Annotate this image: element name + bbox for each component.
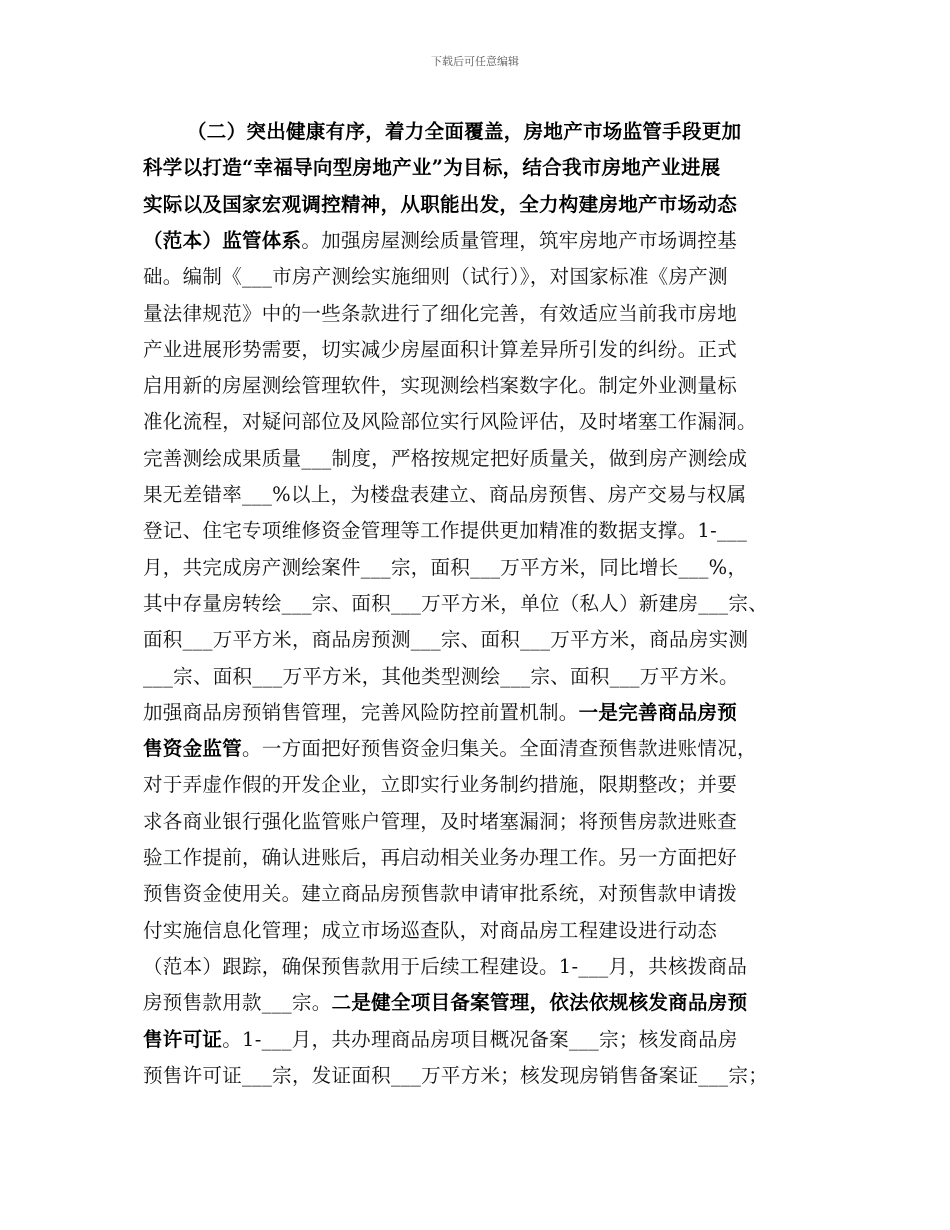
text-segment: 启用新的房屋测绘管理软件，实现测绘档案数字化。制定外业测量标 <box>143 374 738 398</box>
text-line <box>143 334 737 362</box>
text-segment: 础。编制《___市房产测绘实施细则（试行）》，对国家标准《房产测 <box>143 265 728 289</box>
text-segment: 预售资金使用关。建立商品房预售款申请审批系统，对预售款申请拨 <box>143 882 738 906</box>
text-segment: （范本）跟踪，确保预售款用于后续工程建设。1-___月，共核拨商品 <box>143 954 748 978</box>
text-line <box>143 588 768 616</box>
bold-text-segment: 二是健全项目备案管理，依法依规核发商品房预 <box>331 991 748 1015</box>
text-line <box>187 116 741 144</box>
text-segment: 。一方面把好预售资金归集关。全面清查预售款进账情况， <box>242 737 757 761</box>
text-line <box>143 661 739 689</box>
text-line <box>143 225 737 253</box>
text-line <box>143 443 747 471</box>
text-line <box>143 769 737 797</box>
text-line <box>143 479 746 507</box>
text-segment: 面积___万平方米，商品房预测___宗、面积___万平方米，商品房实测 <box>143 628 749 652</box>
text-line <box>143 987 747 1015</box>
text-segment: 产业进展形势需要，切实减少房屋面积计算差异所引发的纠纷。正式 <box>143 337 738 361</box>
text-line <box>143 733 757 761</box>
text-line <box>143 915 717 943</box>
text-line <box>143 189 737 217</box>
text-segment: ___宗、面积___万平方米，其他类型测绘___宗、面积___万平方米。 <box>143 664 739 688</box>
text-segment: 验工作提前，确认进账后，再启动相关业务办理工作。另一方面把好 <box>143 846 738 869</box>
text-segment: 。加强房屋测绘质量管理，筑牢房地产市场调控基 <box>301 228 738 252</box>
text-segment: 加强商品房预销售管理，完善风险防控前置机制。 <box>143 700 579 724</box>
text-line <box>143 552 747 580</box>
text-line <box>143 842 737 870</box>
text-line <box>143 515 747 543</box>
bold-text-segment: （二）突出健康有序，着力全面覆盖，房地产市场监管手段更加 <box>187 120 742 143</box>
bold-text-segment: 一是完善商品房预 <box>578 700 738 724</box>
text-segment: 其中存量房转绘___宗、面积___万平方米，单位（私人）新建房___宗、 <box>143 591 769 615</box>
bold-text-segment: 售许可证 <box>143 1027 223 1051</box>
text-line <box>143 951 747 979</box>
text-segment: 预售许可证___宗，发证面积___万平方米；核发现房销售备案证___宗； <box>143 1063 769 1087</box>
text-segment: 对于弄虚作假的开发企业，立即实行业务制约措施，限期整改；并要 <box>143 773 738 797</box>
text-segment: 果无差错率___%以上，为楼盘表建立、商品房预售、房产交易与权属 <box>143 483 747 506</box>
bold-text-segment: 科学以打造“幸福导向型房地产业”为目标，结合我市房地产业进展 <box>143 156 721 180</box>
text-line <box>143 1024 738 1052</box>
text-segment: 登记、住宅专项维修资金管理等工作提供更加精准的数据支撑。1-___ <box>143 519 748 543</box>
text-line <box>143 1060 768 1088</box>
text-line <box>143 697 737 725</box>
bold-text-segment: 实际以及国家宏观调控精神，从职能出发，全力构建房地产市场动态 <box>143 192 738 216</box>
text-line <box>143 152 720 180</box>
text-line <box>143 298 737 326</box>
text-line <box>143 370 737 398</box>
bold-text-segment: 售资金监管 <box>143 737 243 761</box>
text-segment: 量法律规范》中的一些条款进行了细化完善，有效适应当前我市房地 <box>143 301 738 325</box>
text-segment: 。1-___月，共办理商品房项目概况备案___宗；核发商品房 <box>222 1027 738 1051</box>
text-line <box>143 806 737 834</box>
text-segment: 求各商业银行强化监管账户管理，及时堵塞漏洞；将预售房款进账查 <box>143 809 738 833</box>
page-header: 下载后可任意编辑 <box>431 55 519 68</box>
text-line <box>143 624 748 652</box>
text-segment: 付实施信息化管理；成立市场巡查队，对商品房工程建设进行动态 <box>143 918 718 942</box>
text-line <box>143 261 728 289</box>
text-line <box>143 878 737 906</box>
text-line <box>143 406 757 434</box>
text-segment: 房预售款用款___宗。 <box>143 991 332 1015</box>
text-segment: 完善测绘成果质量___制度，严格按规定把好质量关，做到房产测绘成 <box>143 446 748 470</box>
text-segment: 准化流程，对疑问部位及风险部位实行风险评估，及时堵塞工作漏洞。 <box>143 410 757 434</box>
bold-text-segment: （范本）监管体系 <box>143 228 302 252</box>
text-segment: 月，共完成房产测绘案件___宗，面积___万平方米，同比增长___%， <box>143 555 748 579</box>
